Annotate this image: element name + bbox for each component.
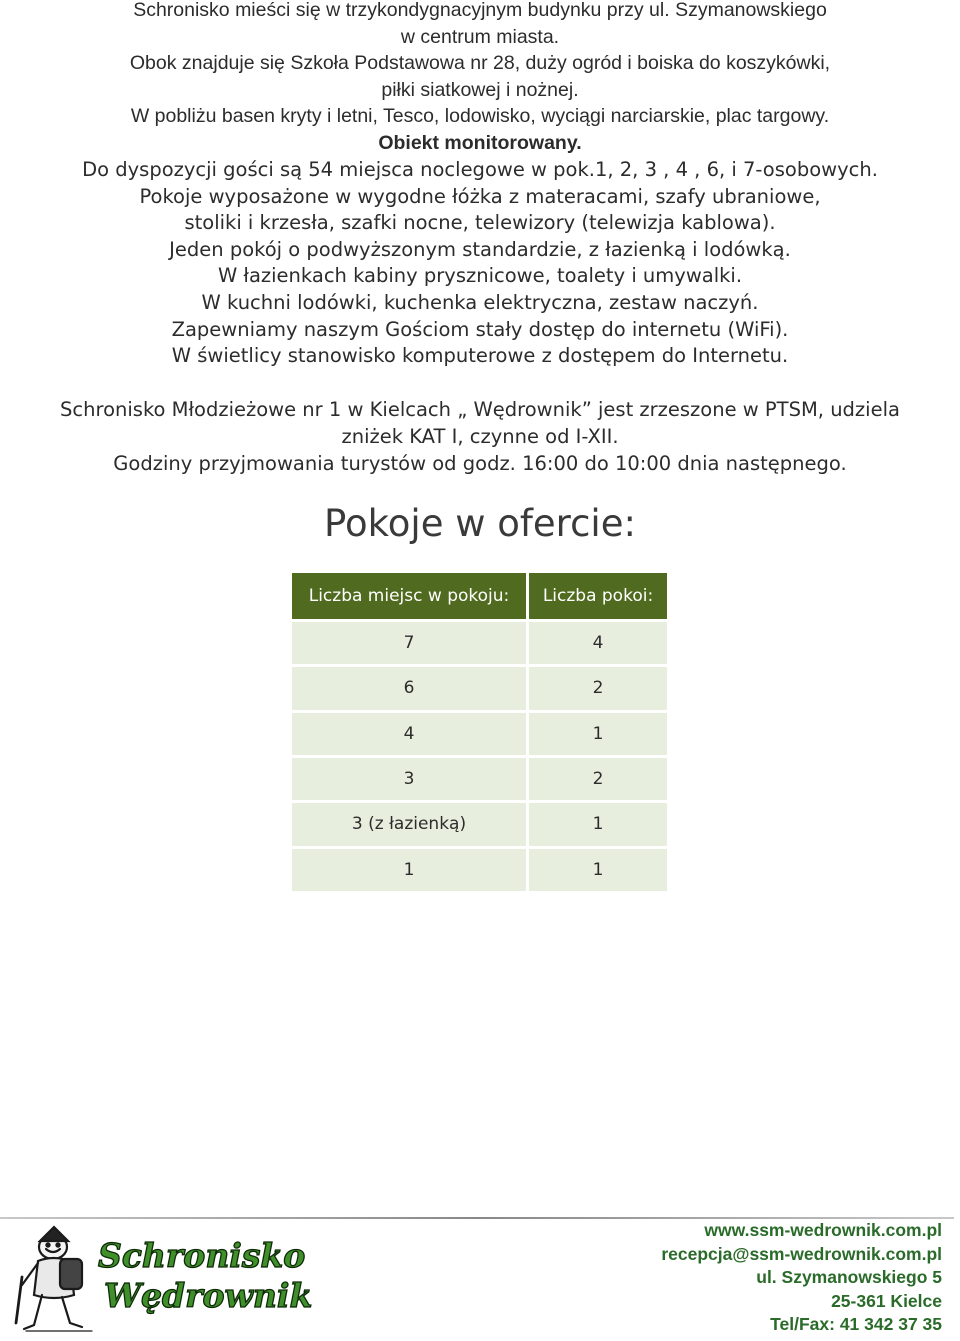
table-header-rooms: Liczba pokoi: xyxy=(529,573,667,619)
info-line: Schronisko Młodzieżowe nr 1 w Kielcach „ Wędrownik” jest zrzeszone w PTSM, udziela xyxy=(60,398,900,421)
table-cell-rooms: 1 xyxy=(529,713,667,755)
intro-section xyxy=(0,0,960,157)
details-line: W świetlicy stanowisko komputerowe z dostępem do Internetu. xyxy=(171,344,789,368)
intro-line: W pobliżu basen kryty i letni, Tesco, lodowisko, wyciągi narciarskie, plac targowy. xyxy=(130,105,830,128)
intro-line: w centrum miasta. xyxy=(400,25,560,48)
rooms-table xyxy=(292,573,667,891)
logo-wordmark xyxy=(98,1236,312,1315)
logo-word-2: Wędrownik xyxy=(104,1276,313,1315)
table-cell-rooms: 2 xyxy=(529,667,667,709)
table-cell-rooms: 2 xyxy=(529,758,667,800)
table-cell-rooms: 1 xyxy=(529,803,667,845)
table-cell-places: 1 xyxy=(292,849,526,891)
details-line: stoliki i krzesła, szafki nocne, telewizory (telewizja kablowa). xyxy=(184,211,776,235)
details-line: W kuchni lodówki, kuchenka elektryczna, zestaw naczyń. xyxy=(201,290,759,314)
info-section xyxy=(0,396,960,477)
address-city: 25-361 Kielce xyxy=(831,1290,942,1311)
table-cell-places: 3 xyxy=(292,758,526,800)
info-line: zniżek KAT I, czynne od I-XII. xyxy=(341,425,619,448)
intro-line: piłki siatkowej i nożnej. xyxy=(381,78,579,101)
details-section xyxy=(0,157,960,370)
info-line: Godziny przyjmowania turystów od godz. 16:00 do 10:00 dnia następnego. xyxy=(113,452,847,475)
hiker-icon xyxy=(16,1227,92,1331)
address-street: ul. Szymanowskiego 5 xyxy=(756,1267,942,1288)
offer-title: Pokoje w ofercie: xyxy=(324,502,636,545)
details-line: Pokoje wyposażone w wygodne łóżka z materacami, szafy ubraniowe, xyxy=(139,184,821,208)
contact-block xyxy=(661,1219,942,1337)
table-cell-places: 7 xyxy=(292,622,526,664)
table-cell-places: 6 xyxy=(292,667,526,709)
table-cell-rooms: 1 xyxy=(529,849,667,891)
logo-word-1: Schronisko xyxy=(98,1236,306,1275)
hostel-logo xyxy=(8,1215,313,1337)
table-cell-places: 4 xyxy=(292,713,526,755)
table-header-places: Liczba miejsc w pokoju: xyxy=(292,573,526,619)
email-link[interactable]: recepcja@ssm-wedrownik.com.pl xyxy=(661,1243,942,1264)
website-link[interactable]: www.ssm-wedrownik.com.pl xyxy=(704,1220,942,1240)
details-line: Jeden pokój o podwyższonym standardzie, z łazienką i lodówką. xyxy=(169,237,791,261)
details-line: Zapewniamy naszym Gościom stały dostęp do internetu (WiFi). xyxy=(171,317,789,341)
monitored-notice: Obiekt monitorowany. xyxy=(378,131,582,154)
details-line: W łazienkach kabiny prysznicowe, toalety i umywalki. xyxy=(217,264,743,288)
details-line: Do dyspozycji gości są 54 miejsca noclegowe w pok.1, 2, 3 , 4 , 6, i 7-osobowych. xyxy=(82,158,878,181)
phone-fax: Tel/Fax: 41 342 37 35 xyxy=(770,1314,942,1335)
table-cell-rooms: 4 xyxy=(529,622,667,664)
intro-line: Schronisko mieści się w trzykondygnacyjnym budynku przy ul. Szymanowskiego xyxy=(133,0,827,21)
intro-line: Obok znajduje się Szkoła Podstawowa nr 28, duży ogród i boiska do koszykówki, xyxy=(129,52,831,75)
table-cell-places: 3 (z łazienką) xyxy=(292,803,526,845)
